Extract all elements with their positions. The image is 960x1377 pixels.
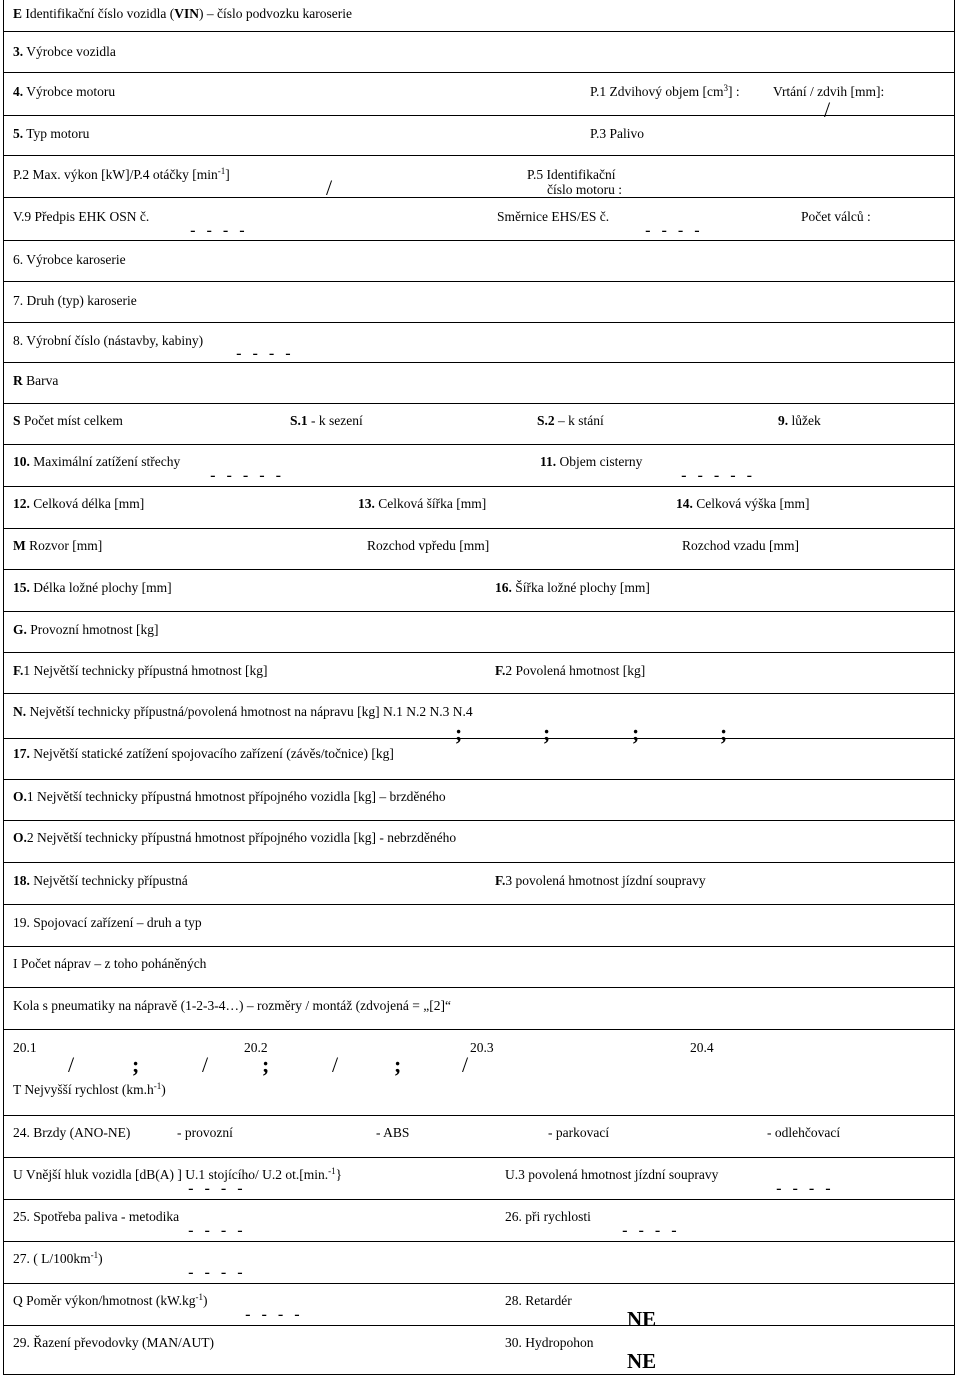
transmission-label: 29. Řazení převodovky (MAN/AUT)	[13, 1335, 214, 1350]
roof-load-value: - - - - -	[210, 466, 285, 485]
row-divider	[3, 987, 955, 988]
roof-load-label: 10. Maximální zatížení střechy	[13, 454, 181, 469]
coupling-load-label: 17. Největší statické zatížení spojovacího zařízení (závěs/točnice) [kg]	[13, 746, 394, 761]
row-divider	[3, 1199, 955, 1200]
engine-manufacturer-label: 4. Výrobce motoru	[13, 84, 116, 99]
row-divider	[3, 281, 955, 282]
row-divider	[3, 611, 955, 612]
total-length-label: 12. Celková délka [mm]	[13, 496, 145, 511]
engine-id-label: P.5 Identifikační	[527, 167, 616, 182]
row-divider	[3, 31, 955, 32]
retarder-label: 28. Retardér	[505, 1293, 572, 1308]
combination-mass-value: - - - -	[776, 1179, 834, 1198]
front-track-label: Rozchod vpředu [mm]	[367, 538, 490, 553]
total-height-label: 14. Celková výška [mm]	[676, 496, 810, 511]
max-power-label: P.2 Max. výkon [kW]/P.4 otáčky $[\min^{-1}]$	[13, 166, 230, 182]
displacement-label: P.1 Zdvihový objem $[cm^3]$ :	[590, 83, 740, 99]
tyre-slash: /	[332, 1052, 339, 1077]
tyres-label: Kola s pneumatiky na nápravě (1-2-3-4…) – rozměry / montáž (zdvojená = „[2]“	[13, 998, 451, 1013]
row-divider	[3, 322, 955, 323]
engine-id-label-2: číslo motoru :	[547, 182, 622, 197]
standing-label: S.2 – k stání	[537, 413, 604, 428]
row-divider	[3, 115, 955, 116]
total-seats-label: S Počet míst celkem	[13, 413, 123, 428]
row-divider	[3, 1029, 955, 1030]
row-divider	[3, 444, 955, 445]
fuel-consumption-label: 25. Spotřeba paliva - metodika	[13, 1209, 180, 1224]
tyre-separator: ;	[262, 1052, 270, 1077]
tyre-col-20-1: 20.1	[13, 1040, 37, 1055]
row-divider	[3, 1157, 955, 1158]
color-label: R Barva	[13, 373, 59, 388]
tyre-slash: /	[462, 1052, 469, 1077]
unbraked-trailer-label: O.2 Největší technicky přípustná hmotnost přípojného vozidla [kg] - nebrzděného	[13, 830, 457, 845]
ece-regulation-label: V.9 Předpis EHK OSN č.	[13, 209, 150, 224]
tank-volume-label: 11. Objem cisterny	[540, 454, 643, 469]
brakes-label: 24. Brzdy (ANO-NE)	[13, 1125, 131, 1140]
row-divider	[3, 403, 955, 404]
row-divider	[3, 528, 955, 529]
cylinders-label: Počet válců :	[801, 209, 871, 224]
relief-brake-label: - odlehčovací	[767, 1125, 841, 1140]
row-divider	[3, 155, 955, 156]
bore-stroke-label: Vrtání / zdvih [mm]:	[773, 84, 885, 99]
parking-brake-label: - parkovací	[548, 1125, 610, 1140]
row-divider	[3, 197, 955, 198]
tyre-slash: /	[68, 1052, 75, 1077]
row-divider	[3, 486, 955, 487]
axle-separator: ;	[543, 720, 551, 745]
combination-max-label: 18. Největší technicky přípustná	[13, 873, 188, 888]
row-divider	[3, 240, 955, 241]
vin-label: E Identifikační číslo vozidla (VIN) – číslo podvozku karoserie	[13, 6, 352, 21]
row-divider	[3, 779, 955, 780]
row-divider	[3, 820, 955, 821]
row-divider	[3, 946, 955, 947]
tank-volume-value: - - - - -	[681, 466, 756, 485]
max-mass-label: F.1 Největší technicky přípustná hmotnost [kg]	[13, 663, 268, 678]
row-divider	[3, 693, 955, 694]
tyre-separator: ;	[132, 1052, 140, 1077]
at-speed-value: - - - -	[622, 1221, 680, 1240]
ec-directive-value: - - - -	[645, 221, 703, 240]
service-brake-label: - provozní	[177, 1125, 233, 1140]
row-divider	[3, 569, 955, 570]
row-divider	[3, 1325, 955, 1326]
bore-stroke-slash: /	[824, 97, 831, 122]
at-speed-label: 26. při rychlosti	[505, 1209, 591, 1224]
row-divider	[3, 652, 955, 653]
cargo-length-label: 15. Délka ložné plochy [mm]	[13, 580, 172, 595]
serial-number-value: - - - -	[236, 344, 294, 363]
power-weight-value: - - - -	[245, 1305, 303, 1324]
power-weight-label: Q Poměr výkon/hmotnost $(kW.kg^{-1})$	[13, 1292, 208, 1308]
power-rpm-slash: /	[326, 175, 333, 200]
operating-mass-label: G. Provozní hmotnost [kg]	[13, 622, 159, 637]
body-manufacturer-label: 6. Výrobce karoserie	[13, 252, 126, 267]
row-divider	[3, 1241, 955, 1242]
row-divider	[3, 362, 955, 363]
berths-label: 9. lůžek	[778, 413, 821, 428]
ec-directive-label: Směrnice EHS/ES č.	[497, 209, 610, 224]
cargo-width-label: 16. Šířka ložné plochy [mm]	[495, 580, 650, 595]
ece-regulation-value: - - - -	[190, 221, 248, 240]
wheelbase-label: M Rozvor [mm]	[13, 538, 103, 553]
abs-label: - ABS	[376, 1125, 410, 1140]
hydro-drive-value: NE	[627, 1349, 657, 1373]
retarder-value: NE	[627, 1307, 657, 1331]
row-divider	[3, 738, 955, 739]
axle-separator: ;	[720, 720, 728, 745]
row-divider	[3, 1283, 955, 1284]
combination-mass-label: U.3 povolená hmotnost jízdní soupravy	[505, 1167, 719, 1182]
coupling-type-label: 19. Spojovací zařízení – druh a typ	[13, 915, 202, 930]
tyre-slash: /	[202, 1052, 209, 1077]
engine-type-label: 5. Typ motoru	[13, 126, 90, 141]
row-divider	[3, 904, 955, 905]
hydro-drive-label: 30. Hydropohon	[505, 1335, 594, 1350]
noise-label: U Vnější hluk vozidla [dB(A) ] U.1 stojícího/ U.2 ot.[min.$^{-1}$}	[13, 1166, 343, 1182]
row-divider	[3, 862, 955, 863]
serial-number-label: 8. Výrobní číslo (nástavby, kabiny)	[13, 333, 204, 348]
fuel-consumption-value: - - - -	[188, 1221, 246, 1240]
permitted-mass-label: F.2 Povolená hmotnost [kg]	[495, 663, 646, 678]
tyre-col-20-3: 20.3	[470, 1040, 494, 1055]
total-width-label: 13. Celková šířka [mm]	[358, 496, 487, 511]
axle-mass-label: N. Největší technicky přípustná/povolená hmotnost na nápravu [kg] N.1 N.2 N.3 N.4	[13, 704, 473, 719]
braked-trailer-label: O.1 Největší technicky přípustná hmotnost přípojného vozidla [kg] – brzděného	[13, 789, 446, 804]
tyre-separator: ;	[394, 1052, 402, 1077]
consumption-unit-label: 27. ( $L/100km^{-1}$)	[13, 1250, 103, 1266]
axle-separator: ;	[632, 720, 640, 745]
seated-label: S.1 - k sezení	[290, 413, 363, 428]
tyre-col-20-2: 20.2	[244, 1040, 268, 1055]
fuel-label: P.3 Palivo	[590, 126, 645, 141]
combination-permitted-label: F.3 povolená hmotnost jízdní soupravy	[495, 873, 706, 888]
row-divider	[3, 72, 955, 73]
axle-separator: ;	[455, 720, 463, 745]
axles-count-label: I Počet náprav – z toho poháněných	[13, 956, 207, 971]
vehicle-manufacturer-label: 3. Výrobce vozidla	[13, 44, 116, 59]
row-divider	[3, 1115, 955, 1116]
body-type-label: 7. Druh (typ) karoserie	[13, 293, 137, 308]
rear-track-label: Rozchod vzadu [mm]	[682, 538, 799, 553]
max-speed-label: T Nejvyšší rychlost $(km.h^{-1})$	[13, 1081, 166, 1097]
tyre-col-20-4: 20.4	[690, 1040, 714, 1055]
consumption-value: - - - -	[188, 1263, 246, 1282]
noise-value: - - - -	[188, 1179, 246, 1198]
